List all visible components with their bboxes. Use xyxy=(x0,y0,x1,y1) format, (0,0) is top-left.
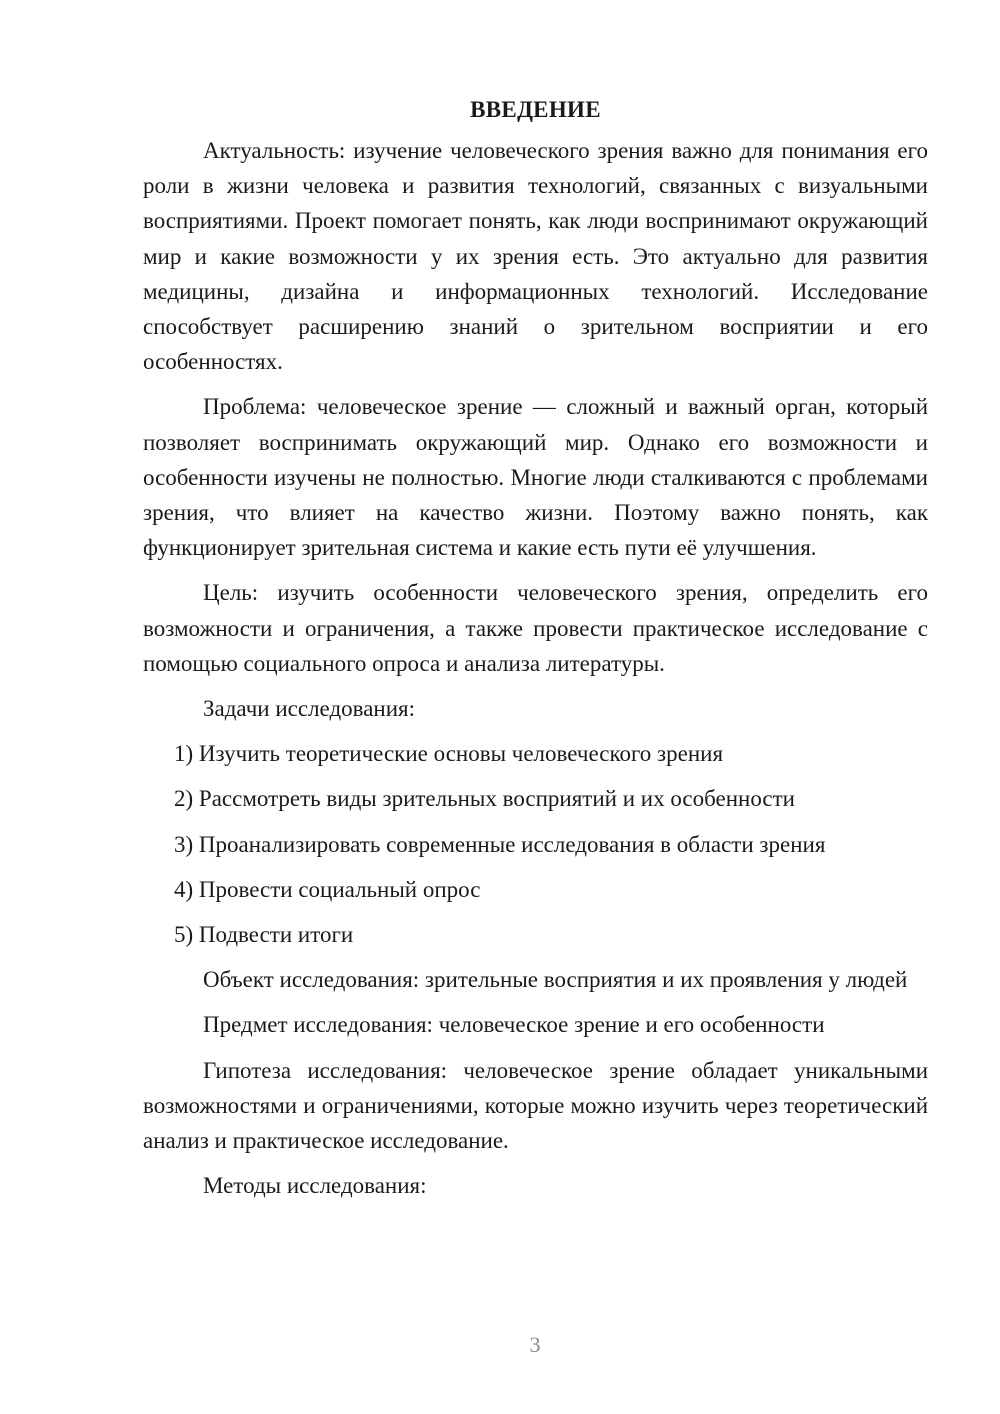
subject-paragraph: Предмет исследования: человеческое зрение и его особенности xyxy=(203,1012,825,1038)
list-item: 3) Проанализировать современные исследования в области зрения xyxy=(174,831,826,857)
page-number: 3 xyxy=(529,1332,541,1357)
list-item: 1) Изучить теоретические основы человеческого зрения xyxy=(174,741,724,767)
hypothesis-paragraph: Гипотеза исследования: человеческое зрение обладает уникальными возможностями и ограничениями, которые можно изучить через теоретический анализ и практическое исследование. xyxy=(143,1057,928,1154)
list-item: 4) Провести социальный опрос xyxy=(174,876,481,902)
tasks-heading: Задачи исследования: xyxy=(203,696,416,722)
goal-paragraph: Цель: изучить особенности человеческого зрения, определить его возможности и ограничения, а также провести практическое исследование с помощью социального опроса и анализа литературы. xyxy=(143,580,928,676)
list-item: 2) Рассмотреть виды зрительных восприятий и их особенности xyxy=(174,786,795,812)
methods-heading: Методы исследования: xyxy=(203,1173,427,1199)
relevance-paragraph: Актуальность: изучение человеческого зрения важно для понимания его роли в жизни человека и развития технологий, связанных с визуальными восприятиями. Проект помогает понять, как люди воспринимают окружающий мир и какие возможности у их зрения есть. Это актуально для развития медицины, дизайна и информационных технологий. Исследование способствует расширению знаний о зрительном восприятии и его особенностях. xyxy=(143,138,928,375)
section-title: ВВЕДЕНИЕ xyxy=(470,97,601,122)
tasks-list xyxy=(143,736,928,952)
problem-paragraph: Проблема: человеческое зрение — сложный и важный орган, который позволяет воспринимать окружающий мир. Однако его возможности и особенности изучены не полностью. Многие люди сталкиваются с проблемами зрения, что влияет на качество жизни. Поэтому важно понять, как функционирует зрительная система и какие есть пути её улучшения. xyxy=(143,394,928,561)
list-item: 5) Подвести итоги xyxy=(174,922,354,948)
page-content xyxy=(143,92,928,1213)
object-paragraph: Объект исследования: зрительные восприятия и их проявления у людей xyxy=(203,967,908,993)
